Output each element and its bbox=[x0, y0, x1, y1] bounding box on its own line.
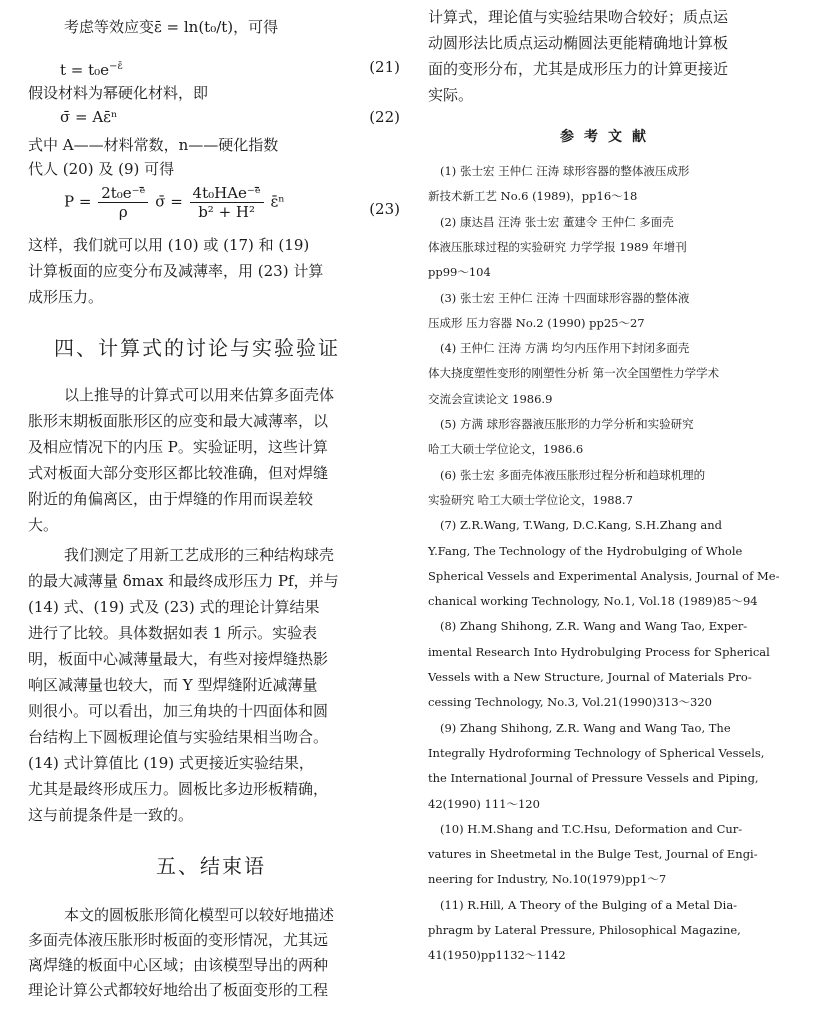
fraction bbox=[98, 184, 148, 221]
fraction-numerator: 2t₀e⁻ᵉ̄ bbox=[98, 184, 148, 203]
text-line: 我们测定了用新工艺成形的三种结构球壳 bbox=[64, 546, 335, 564]
reference-entry-line: imental Research Into Hydrobulging Process for Spherical bbox=[428, 644, 770, 659]
references-heading: 参考文献 bbox=[560, 129, 656, 145]
reference-entry-start: (9) Zhang Shihong, Z.R. Wang and Wang Tao, The bbox=[440, 720, 731, 735]
equation-21-body: t = t₀e bbox=[60, 61, 110, 79]
text-line: (14) 式、(19) 式及 (23) 式的理论计算结果 bbox=[28, 598, 320, 616]
fraction-denominator: b² + H² bbox=[198, 203, 256, 221]
text-line: 代人 (20) 及 (9) 可得 bbox=[28, 160, 175, 178]
fraction-denominator: ρ bbox=[118, 203, 128, 221]
equation-23 bbox=[64, 184, 285, 221]
equation-23-lhs: P = bbox=[64, 192, 92, 211]
reference-entry-line: 体液压胀球过程的实验研究 力学学报 1989 年增刊 bbox=[428, 239, 687, 254]
text-line: 胀形末期板面胀形区的应变和最大减薄率，以 bbox=[28, 412, 329, 430]
reference-entry-start: (8) Zhang Shihong, Z.R. Wang and Wang Tao, Exper- bbox=[440, 619, 748, 634]
reference-entry-line: 交流会宣读论文 1986.9 bbox=[428, 391, 553, 406]
reference-entry-line: Y.Fang, The Technology of the Hydrobulging of Whole bbox=[428, 543, 743, 558]
reference-entry-line: vatures in Sheetmetal in the Bulge Test, Journal of Engi- bbox=[428, 847, 758, 862]
text-line: 计算式，理论值与实验结果吻合较好；质点运 bbox=[428, 8, 729, 26]
text-line: 考虑等效应变ε̄ = ln(t₀/t)，可得 bbox=[64, 18, 279, 36]
text-line: 多面壳体液压胀形时板面的变形情况，尤其远 bbox=[28, 931, 329, 949]
reference-entry-start: (1) 张士宏 王仲仁 汪涛 球形容器的整体液压成形 bbox=[440, 164, 690, 178]
text-line: 进行了比较。具体数据如表 1 所示。实验表 bbox=[28, 624, 318, 642]
text-line: 这样，我们就可以用 (10) 或 (17) 和 (19) bbox=[28, 236, 310, 254]
reference-entry-line: cessing Technology, No.3, Vol.21(1990)313～320 bbox=[428, 695, 713, 710]
reference-entry-line: the International Journal of Pressure Vessels and Piping, bbox=[428, 771, 759, 786]
reference-entry-line: 实验研究 哈工大硕士学位论文，1988.7 bbox=[428, 492, 633, 507]
text-line: 的最大减薄量 δmax 和最终成形压力 Pf，并与 bbox=[28, 572, 339, 590]
text-line: 及相应情况下的内压 P。实验证明，这些计算 bbox=[28, 438, 328, 456]
text-line: 大。 bbox=[28, 516, 59, 534]
text-line: 台结构上下圆板理论值与实验结果相当吻合。 bbox=[28, 728, 329, 746]
reference-entry-line: 哈工大硕士学位论文，1986.6 bbox=[428, 442, 584, 457]
equation-21 bbox=[60, 58, 123, 79]
text-line: 明，板面中心减薄量最大，有些对接焊缝热影 bbox=[28, 650, 329, 668]
equation-23-tail: ε̄ⁿ bbox=[270, 192, 285, 211]
reference-entry-line: 41(1950)pp1132～1142 bbox=[428, 948, 566, 963]
reference-entry-start: (2) 康达昌 汪涛 张士宏 董建令 王仲仁 多面壳 bbox=[440, 214, 674, 229]
text-line: 计算板面的应变分布及减薄率，用 (23) 计算 bbox=[28, 262, 324, 280]
text-line: (14) 式计算值比 (19) 式更接近实验结果， bbox=[28, 754, 314, 772]
text-line: 则很小。可以看出，加三角块的十四面体和圆 bbox=[28, 702, 329, 720]
reference-entry-start: (5) 方满 球形容器液压胀形的力学分析和实验研究 bbox=[440, 417, 694, 431]
reference-entry-line: pp99～104 bbox=[428, 265, 491, 280]
equation-21-exponent: −ε̄ bbox=[109, 61, 123, 72]
reference-entry-line: phragm by Lateral Pressure, Philosophical Magazine, bbox=[428, 923, 741, 937]
reference-entry-start: (11) R.Hill, A Theory of the Bulging of a Metal Dia- bbox=[440, 897, 738, 912]
text-line: 附近的角偏离区，由于焊缝的作用而误差较 bbox=[28, 490, 314, 508]
text-line: 面的变形分布，尤其是成形压力的计算更接近 bbox=[428, 60, 729, 78]
text-line: 式对板面大部分变形区都比较准确，但对焊缝 bbox=[28, 464, 329, 482]
text-line: 这与前提条件是一致的。 bbox=[28, 806, 194, 824]
fraction bbox=[190, 184, 264, 221]
fraction-numerator: 4t₀HAe⁻ᵉ̄ bbox=[190, 184, 264, 203]
reference-entry-start: (7) Z.R.Wang, T.Wang, D.C.Kang, S.H.Zhang and bbox=[440, 518, 722, 533]
text-line: 动圆形法比质点运动椭圆法更能精确地计算板 bbox=[428, 34, 729, 52]
text-line: 本文的圆板胀形简化模型可以较好地描述 bbox=[64, 906, 335, 924]
text-line: 尤其是最终形成压力。圆板比多边形板精确， bbox=[28, 780, 329, 798]
reference-entry-start: (10) H.M.Shang and T.C.Hsu, Deformation and Cur- bbox=[440, 821, 743, 836]
reference-entry-start: (6) 张士宏 多面壳体液压胀形过程分析和趋球机理的 bbox=[440, 467, 706, 482]
equation-number: (22) bbox=[369, 108, 400, 126]
text-line: 理论计算公式都较好地给出了板面变形的工程 bbox=[28, 981, 329, 999]
reference-entry-line: Spherical Vessels and Experimental Analysis, Journal of Me- bbox=[428, 568, 780, 583]
reference-entry-line: Vessels with a New Structure, Journal of Materials Pro- bbox=[428, 670, 752, 684]
equation-23-middle: σ̄ = bbox=[155, 192, 183, 211]
reference-entry-start: (3) 张士宏 王仲仁 汪涛 十四面球形容器的整体液 bbox=[440, 290, 690, 305]
section-heading-5: 五、结束语 bbox=[156, 854, 266, 878]
equation-number: (21) bbox=[369, 58, 400, 76]
equation-number: (23) bbox=[369, 200, 400, 218]
reference-entry-line: chanical working Technology, No.1, Vol.18 (1989)85～94 bbox=[428, 594, 758, 609]
reference-entry-line: 压成形 压力容器 No.2 (1990) pp25～27 bbox=[428, 315, 645, 330]
text-line: 假设材料为幂硬化材料，即 bbox=[28, 84, 209, 102]
equation-22: σ̄ = Aε̄ⁿ bbox=[60, 108, 118, 126]
text-line: 离焊缝的板面中心区域；由该模型导出的两种 bbox=[28, 956, 329, 974]
section-heading-4: 四、计算式的讨论与实验验证 bbox=[54, 336, 340, 360]
text-line: 成形压力。 bbox=[28, 288, 104, 306]
text-line: 响区减薄量也较大，而 Y 型焊缝附近减薄量 bbox=[28, 676, 318, 694]
reference-entry-line: 42(1990) 111～120 bbox=[428, 796, 540, 811]
reference-entry-start: (4) 王仲仁 汪涛 方满 均匀内压作用下封闭多面壳 bbox=[440, 341, 690, 356]
text-line: 以上推导的计算式可以用来估算多面壳体 bbox=[64, 386, 335, 404]
text-line: 实际。 bbox=[428, 86, 474, 104]
text-line: 式中 A——材料常数，n——硬化指数 bbox=[28, 136, 279, 154]
reference-entry-line: Integrally Hydroforming Technology of Spherical Vessels, bbox=[428, 745, 765, 760]
reference-entry-line: neering for Industry, No.10(1979)pp1～7 bbox=[428, 872, 667, 887]
reference-entry-line: 新技术新工艺 No.6 (1989)，pp16～18 bbox=[428, 189, 638, 204]
reference-entry-line: 体大挠度塑性变形的刚塑性分析 第一次全国塑性力学学术 bbox=[428, 366, 720, 381]
